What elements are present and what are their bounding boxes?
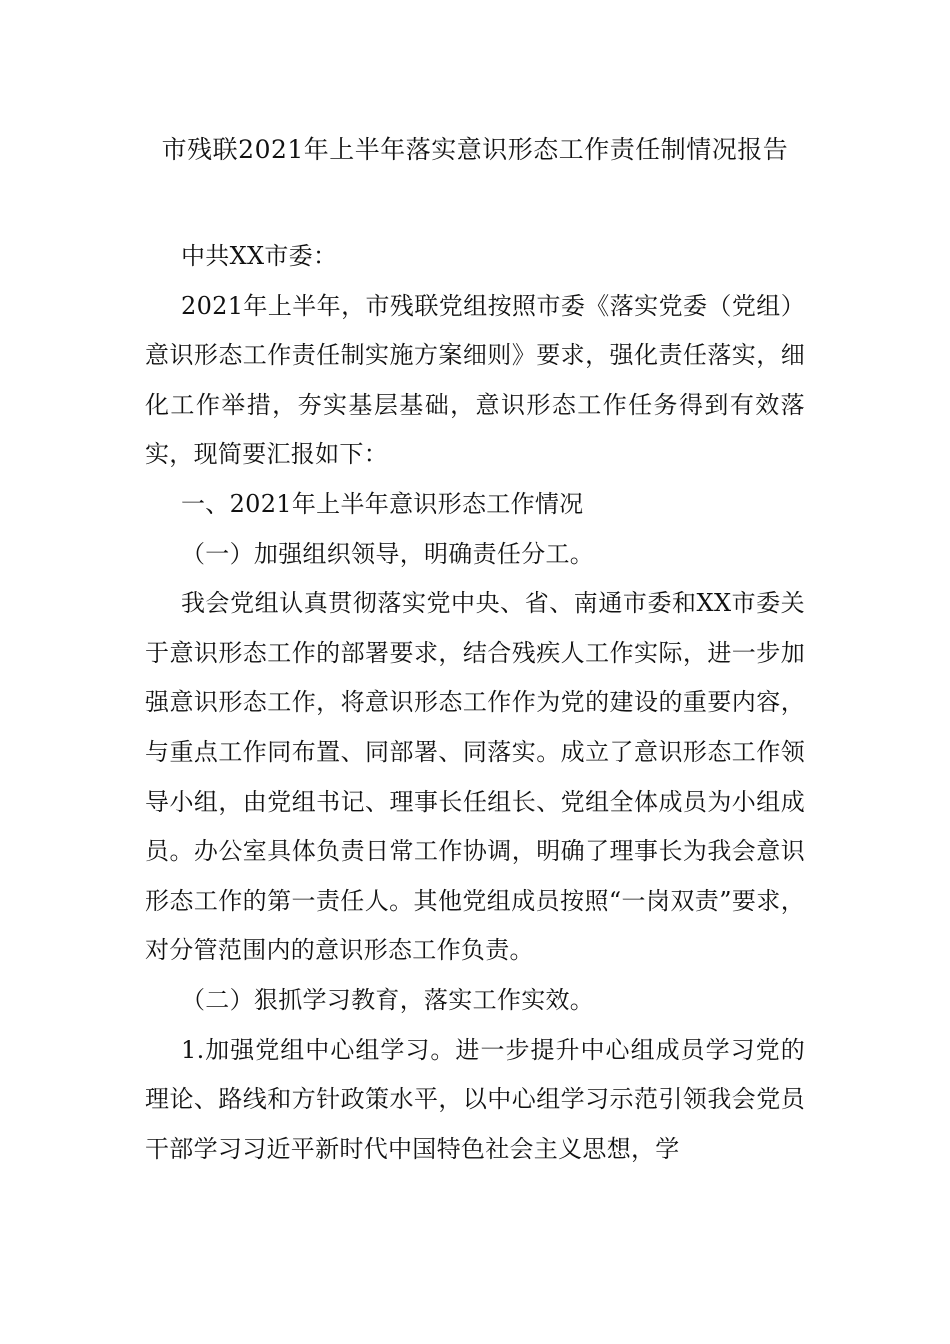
section-heading-1: 一、2021年上半年意识形态工作情况 [181, 489, 584, 518]
subsection-heading-1: （一）加强组织领导，明确责任分工。 [181, 539, 595, 568]
document-title: 市残联2021年上半年落实意识形态工作责任制情况报告 [161, 135, 789, 164]
paragraph-study: 1.加强党组中心组学习。进一步提升中心组成员学习党的理论、路线和方针政策水平，以中心组学习示范引领我会党员干部学习习近平新时代中国特色社会主义思想，学 [145, 1035, 805, 1163]
subsection-heading-2: （二）狠抓学习教育，落实工作实效。 [181, 985, 595, 1014]
paragraph-organization: 我会党组认真贯彻落实党中央、省、南通市委和XX市委关于意识形态工作的部署要求，结合残疾人工作实际，进一步加强意识形态工作，将意识形态工作作为党的建设的重要内容，与重点工作同布置、同部署、同落实。成立了意识形态工作领导小组，由党组书记、理事长任组长、党组全体成员为小组成员。办公室具体负责日常工作协调，明确了理事长为我会意识形态工作的第一责任人。其他党组成员按照“一岗双责”要求，对分管范围内的意识形态工作负责。 [145, 589, 805, 965]
paragraph-intro: 2021年上半年，市残联党组按照市委《落实党委（党组）意识形态工作责任制实施方案细则》要求，强化责任落实，细化工作举措，夯实基层基础，意识形态工作任务得到有效落实，现简要汇报如下： [145, 291, 805, 469]
salutation: 中共XX市委： [181, 242, 338, 270]
document-body [145, 232, 805, 1174]
